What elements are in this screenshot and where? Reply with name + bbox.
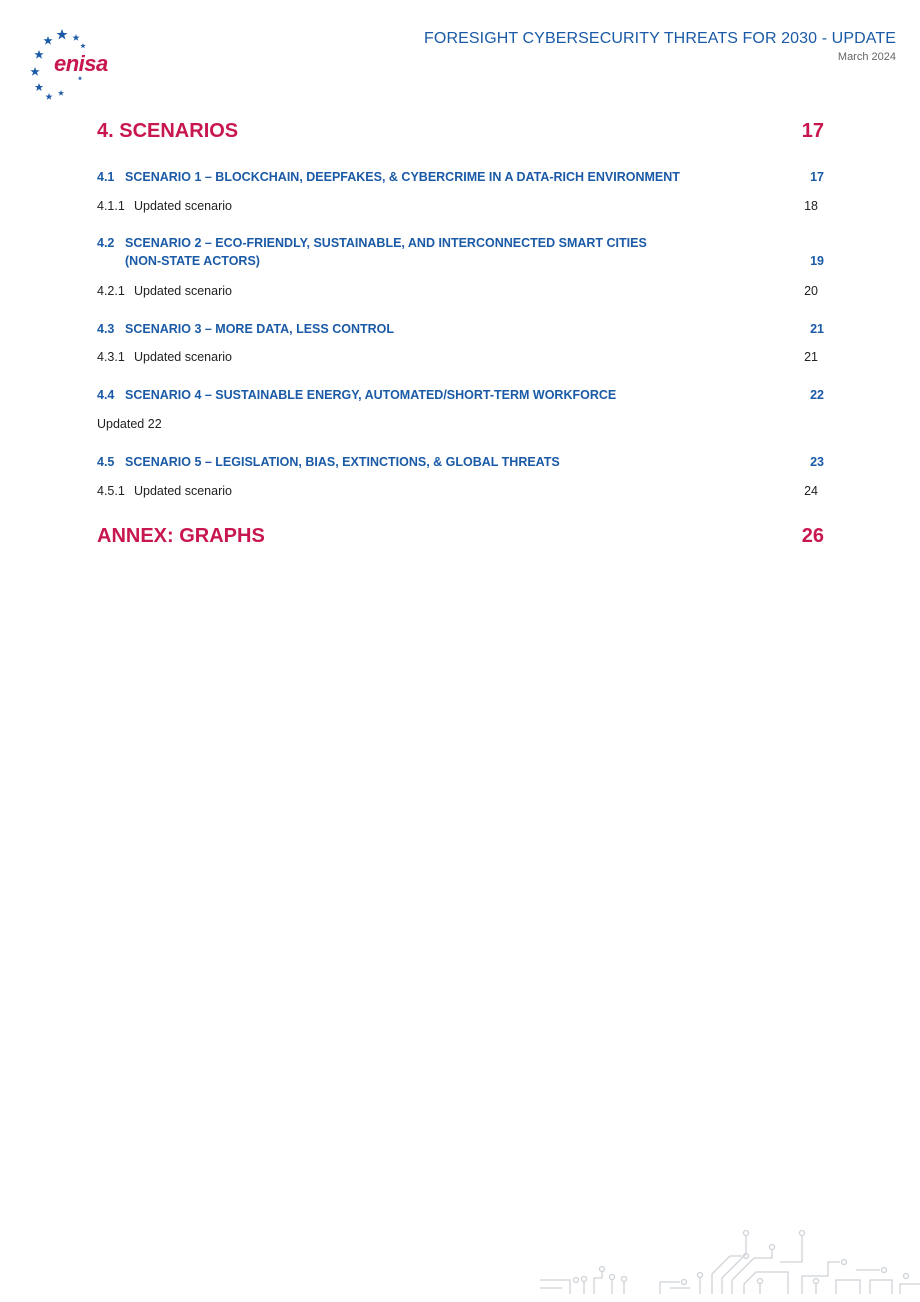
- toc-subsection-4-5-1[interactable]: [97, 484, 824, 498]
- circuit-pattern-icon: [540, 1222, 920, 1302]
- toc-entry-title: SCENARIO 1 – BLOCKCHAIN, DEEPFAKES, & CYBERCRIME IN A DATA-RICH ENVIRONMENT: [125, 170, 680, 184]
- toc-page-number: 21: [810, 322, 824, 336]
- toc-page-number: 26: [801, 525, 824, 547]
- toc-entry-title: Updated scenario: [134, 284, 232, 298]
- toc-page-number: 17: [810, 170, 824, 184]
- toc-page-number: 18: [804, 199, 818, 213]
- toc-section-number: 4.3: [97, 322, 115, 336]
- toc-entry-title: 4. SCENARIOS: [97, 120, 239, 142]
- toc-section-4-4[interactable]: [97, 388, 824, 402]
- toc-page-number: 24: [804, 484, 818, 498]
- toc-section-number: 4.1.1: [97, 199, 125, 213]
- toc-section-number: 4.2: [97, 236, 115, 250]
- toc-entry-title: SCENARIO 4 – SUSTAINABLE ENERGY, AUTOMATED/SHORT-TERM WORKFORCE: [125, 388, 617, 402]
- toc-section-number: 4.2.1: [97, 284, 125, 298]
- toc-page-number: 19: [810, 254, 824, 268]
- toc-annex-graphs[interactable]: [97, 525, 824, 548]
- document-title: FORESIGHT CYBERSECURITY THREATS FOR 2030 - UPDATE: [424, 30, 896, 47]
- toc-entry-title: Updated scenario: [134, 199, 232, 213]
- toc-subsection-4-2-1[interactable]: [97, 284, 824, 298]
- toc-section-4-1[interactable]: [97, 170, 824, 184]
- toc-section-number: 4.5.1: [97, 484, 125, 498]
- toc-page-number: 21: [804, 350, 818, 364]
- toc-section-4-2[interactable]: [97, 236, 824, 268]
- toc-section-number: 4.1: [97, 170, 115, 184]
- toc-subsection-4-3-1[interactable]: [97, 350, 824, 364]
- toc-entry-title-continued: (NON-STATE ACTORS): [125, 254, 260, 268]
- toc-page-number: 17: [801, 120, 824, 142]
- toc-page-number: 22: [810, 388, 824, 402]
- toc-section-number: 4.5: [97, 455, 115, 469]
- document-date: March 2024: [837, 51, 896, 63]
- toc-entry-title: SCENARIO 3 – MORE DATA, LESS CONTROL: [125, 322, 395, 336]
- toc-subsection-4-1-1[interactable]: [97, 199, 824, 213]
- toc-subsection-4-4-1[interactable]: [97, 417, 824, 431]
- toc-entry-title: Updated scenario: [134, 350, 232, 364]
- toc-section-4-5[interactable]: [97, 455, 824, 469]
- toc-entry-title: Updated scenario: [134, 484, 232, 498]
- toc-section-4-3[interactable]: [97, 322, 824, 336]
- enisa-logo-text: enisa: [54, 51, 108, 76]
- toc-entry-title: SCENARIO 5 – LEGISLATION, BIAS, EXTINCTIONS, & GLOBAL THREATS: [125, 455, 560, 469]
- toc-section-number: 4.4: [97, 388, 115, 402]
- page-header: [424, 30, 896, 63]
- toc-page-number: 23: [810, 455, 824, 469]
- toc-chapter-4[interactable]: [97, 120, 824, 143]
- toc-page-number: 22: [147, 417, 162, 431]
- toc-section-number: 4.3.1: [97, 350, 125, 364]
- toc-entry-title: ANNEX: GRAPHS: [97, 525, 265, 547]
- toc-entry-title: SCENARIO 2 – ECO-FRIENDLY, SUSTAINABLE, AND INTERCONNECTED SMART CITIES: [125, 236, 647, 250]
- toc-page-number: 20: [804, 284, 818, 298]
- toc-entry-title: Updated: [97, 417, 145, 431]
